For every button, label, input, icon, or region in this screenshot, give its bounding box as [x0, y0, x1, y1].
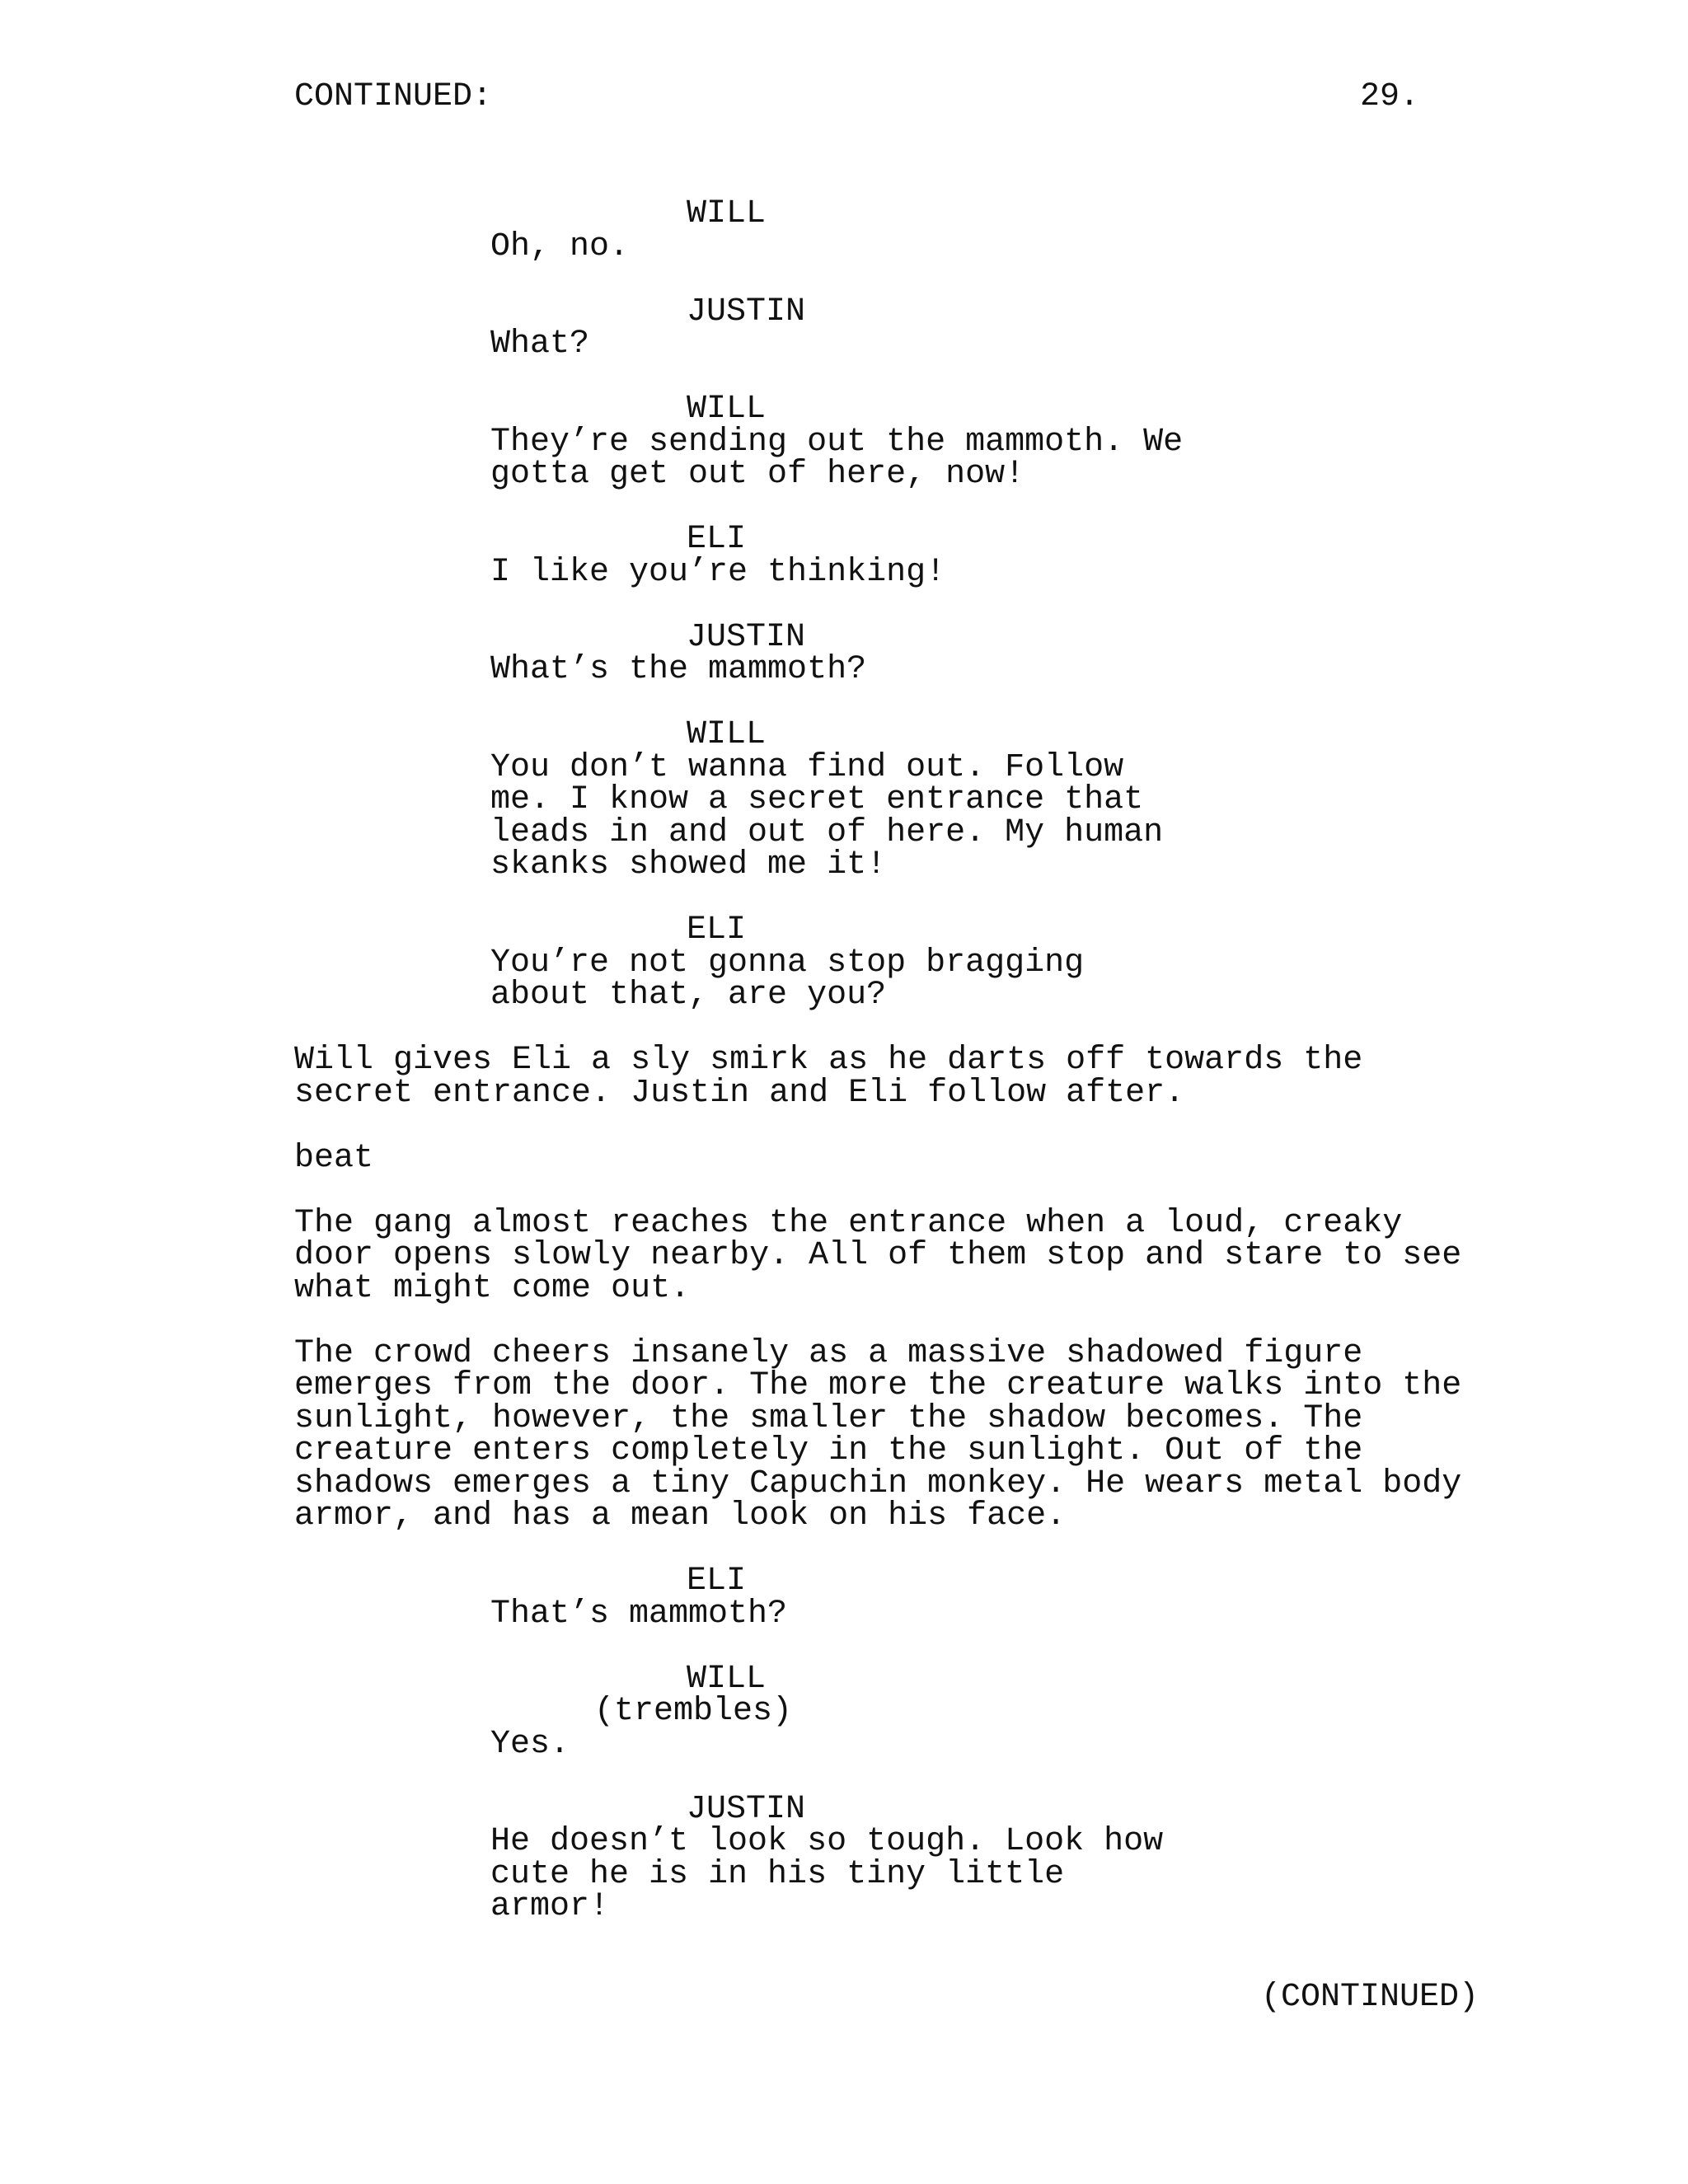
dialogue-line: armor!: [490, 1888, 610, 1925]
action-line: shadows emerges a tiny Capuchin monkey. He wears metal body: [294, 1465, 1462, 1502]
continued-footer: (CONTINUED): [1261, 1979, 1479, 2016]
parenthetical: (trembles): [594, 1693, 793, 1730]
character-name: ELI: [687, 1563, 747, 1600]
dialogue-line: What’s the mammoth?: [490, 651, 867, 688]
dialogue-line: gotta get out of here, now!: [490, 456, 1025, 493]
action-line: Will gives Eli a sly smirk as he darts off towards the: [294, 1042, 1363, 1079]
character-name: JUSTIN: [687, 293, 806, 330]
dialogue-line: What?: [490, 326, 590, 363]
action-line: beat: [294, 1140, 374, 1177]
action-line: door opens slowly nearby. All of them stop and stare to see: [294, 1237, 1462, 1274]
character-name: WILL: [687, 716, 767, 753]
action-line: The crowd cheers insanely as a massive shadowed figure: [294, 1335, 1363, 1372]
dialogue-line: skanks showed me it!: [490, 846, 887, 883]
dialogue-line: You’re not gonna stop bragging: [490, 944, 1085, 982]
dialogue-line: Oh, no.: [490, 228, 630, 265]
dialogue-line: I like you’re thinking!: [490, 554, 946, 591]
dialogue-line: That’s mammoth?: [490, 1596, 788, 1633]
dialogue-line: He doesn’t look so tough. Look how: [490, 1823, 1164, 1860]
character-name: ELI: [687, 912, 747, 949]
action-line: sunlight, however, the smaller the shadow becomes. The: [294, 1400, 1363, 1437]
dialogue-line: about that, are you?: [490, 977, 887, 1014]
dialogue-line: cute he is in his tiny little: [490, 1856, 1065, 1893]
character-name: ELI: [687, 521, 747, 558]
dialogue-line: me. I know a secret entrance that: [490, 781, 1144, 818]
dialogue-line: They’re sending out the mammoth. We: [490, 424, 1184, 461]
character-name: WILL: [687, 195, 767, 232]
action-line: armor, and has a mean look on his face.: [294, 1497, 1067, 1535]
action-line: creature enters completely in the sunlight. Out of the: [294, 1432, 1363, 1469]
character-name: JUSTIN: [687, 619, 806, 656]
action-line: The gang almost reaches the entrance when a loud, creaky: [294, 1205, 1403, 1242]
dialogue-line: leads in and out of here. My human: [490, 814, 1164, 851]
dialogue-line: Yes.: [490, 1726, 570, 1763]
dialogue-line: You don’t wanna find out. Follow: [490, 749, 1124, 786]
character-name: JUSTIN: [687, 1791, 806, 1828]
action-line: what might come out.: [294, 1270, 691, 1307]
character-name: WILL: [687, 1661, 767, 1698]
action-line: secret entrance. Justin and Eli follow after.: [294, 1075, 1185, 1112]
character-name: WILL: [687, 391, 767, 428]
page-number: 29.: [1360, 78, 1420, 115]
continued-header: CONTINUED:: [294, 78, 493, 115]
action-line: emerges from the door. The more the creature walks into the: [294, 1367, 1462, 1404]
